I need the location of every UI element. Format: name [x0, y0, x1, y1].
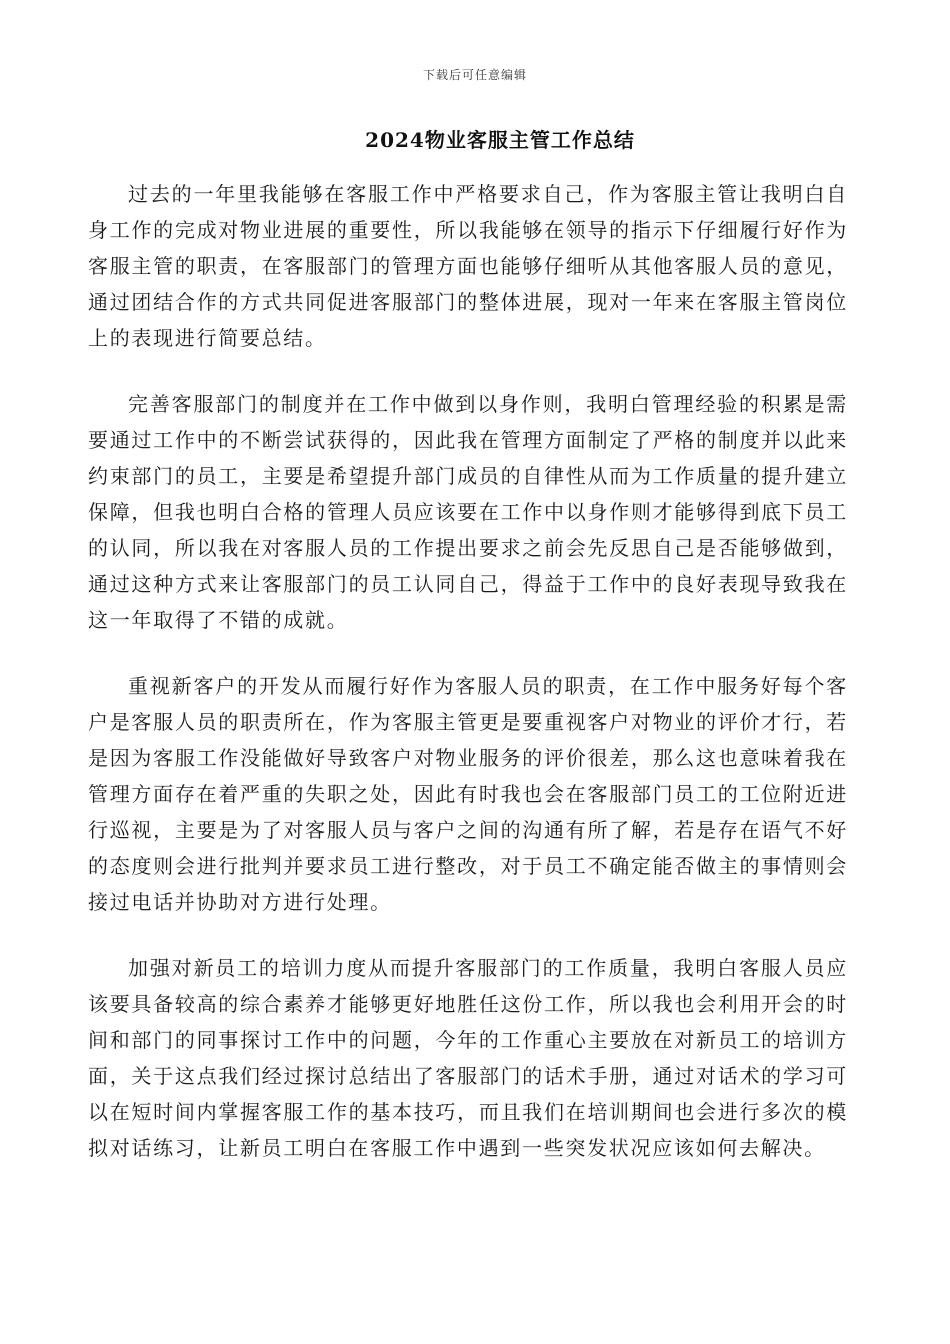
document-title: 2024物业客服主管工作总结 — [365, 128, 635, 152]
paragraph-1: 过去的一年里我能够在客服工作中严格要求自己，作为客服主管让我明白自身工作的完成对物业进展的重要性，所以我能够在领导的指示下仔细履行好作为客服主管的职责，在客服部门的管理方面也能够仔细听从其他客服人员的意见，通过团结合作的方式共同促进客服部门的整体进展，现对一年来在客服主管岗位上的表现进行简要总结。 — [88, 182, 848, 350]
paragraph-4: 加强对新员工的培训力度从而提升客服部门的工作质量，我明白客服人员应该要具备较高的综合素养才能够更好地胜任这份工作，所以我也会利用开会的时间和部门的同事探讨工作中的问题，今年的工作重心主要放在对新员工的培训方面，关于这点我们经过探讨总结出了客服部门的话术手册，通过对话术的学习可以在短时间内掌握客服工作的基本技巧，而且我们在培训期间也会进行多次的模拟对话练习，让新员工明白在客服工作中遇到一些突发状况应该如何去解决。 — [88, 956, 848, 1160]
paragraph-3: 重视新客户的开发从而履行好作为客服人员的职责，在工作中服务好每个客户是客服人员的职责所在，作为客服主管更是要重视客户对物业的评价才行，若是因为客服工作没能做好导致客户对物业服务的评价很差，那么这也意味着我在管理方面存在着严重的失职之处，因此有时我也会在客服部门员工的工位附近进行巡视，主要是为了对客服人员与客户之间的沟通有所了解，若是存在语气不好的态度则会进行批判并要求员工进行整改，对于员工不确定能否做主的事情则会接过电话并协助对方进行处理。 — [88, 674, 848, 914]
document-body — [88, 176, 848, 1196]
paragraph-2: 完善客服部门的制度并在工作中做到以身作则，我明白管理经验的积累是需要通过工作中的不断尝试获得的，因此我在管理方面制定了严格的制度并以此来约束部门的员工，主要是希望提升部门成员的自律性从而为工作质量的提升建立保障，但我也明白合格的管理人员应该要在工作中以身作则才能够得到底下员工的认同，所以我在对客服人员的工作提出要求之前会先反思自己是否能够做到，通过这种方式来让客服部门的员工认同自己，得益于工作中的良好表现导致我在这一年取得了不错的成就。 — [88, 392, 848, 632]
header-note: 下载后可任意编辑 — [422, 68, 527, 82]
